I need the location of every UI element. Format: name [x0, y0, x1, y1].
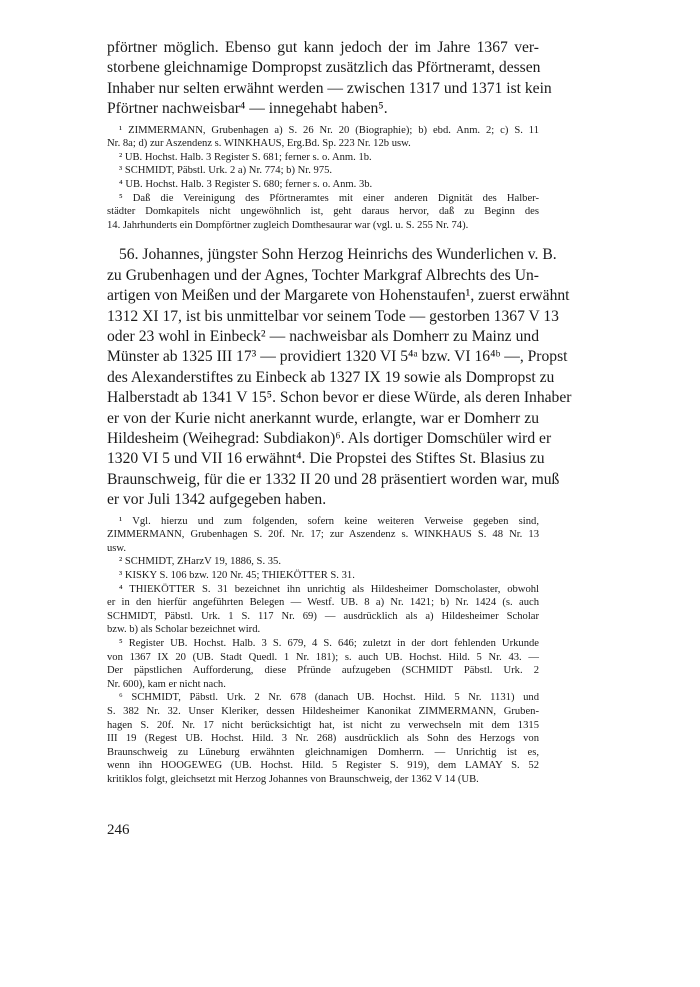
- page-number: 246: [107, 822, 130, 838]
- text-line: 1312 XI 17, ist bis unmittelbar vor seinem Tode — gestorben 1367 V 13: [107, 307, 559, 325]
- text-line: pförtner möglich. Ebenso gut kann jedoch der im Jahre 1367 ver-: [107, 39, 539, 56]
- footnote-line: ³ KISKY S. 106 bzw. 120 Nr. 45; THIEKÖTTER S. 31.: [119, 570, 355, 582]
- footnote-line: SCHMIDT, Päbstl. Urk. 1 S. 117 Nr. 69) — ausdrücklich als a) Hildesheimer Scholar: [107, 610, 539, 622]
- footnote-line: S. 382 Nr. 32. Unser Kleriker, dessen Hildesheimer Kanonikat ZIMMERMANN, Gruben-: [107, 705, 539, 717]
- footnote-line: Braunschweig zu Lüneburg erwähnten gleichnamigen Domherrn. — Unrichtig ist es,: [107, 746, 539, 758]
- text-line: er von der Kurie nicht anerkannt wurde, erlangte, war er Domherr zu: [107, 409, 539, 427]
- footnote-line: 14. Jahrhunderts ein Dompförtner zugleich Domthesaurar war (vgl. u. S. 255 Nr. 74).: [107, 219, 469, 231]
- text-line: Inhaber nur selten erwähnt werden — zwischen 1317 und 1371 ist kein: [107, 79, 552, 97]
- footnote-line: er in den hierfür angeführten Belegen — Westf. UB. 8 a) Nr. 1421; b) Nr. 1424 (s. auch: [107, 597, 539, 609]
- section-gap: [107, 232, 539, 245]
- text-line: Münster ab 1325 III 17³ — providiert 1320 VI 5⁴ᵃ bzw. VI 16⁴ᵇ —, Propst: [107, 348, 568, 366]
- footnote-line: ⁶ SCHMIDT, Päbstl. Urk. 2 Nr. 678 (danach UB. Hochst. Hild. 5 Nr. 1131) und: [119, 692, 539, 704]
- footnote-line: ¹ Vgl. hierzu und zum folgenden, sofern keine weiteren Verweise gegeben sind,: [119, 515, 539, 527]
- text-line: des Alexanderstiftes zu Einbeck ab 1327 IX 19 sowie als Dompropst zu: [107, 368, 555, 386]
- footnote-line: ² SCHMIDT, ZHarzV 19, 1886, S. 35.: [119, 556, 281, 568]
- footnote: [107, 178, 539, 192]
- top-footnotes: [107, 124, 539, 233]
- footnote: [107, 515, 539, 556]
- footnote-line: kritiklos folgt, gleichsetzt mit Herzog Johannes von Braunschweig, der 1362 V 14 (UB.: [107, 773, 479, 785]
- footnote-line: bzw. b) als Scholar bezeichnet wird.: [107, 624, 261, 636]
- main-footnotes: [107, 515, 539, 787]
- footnote-line: wenn ihn HOOGEWEG (UB. Hochst. Hild. 5 Register S. 919), dem LAMAY S. 52: [107, 760, 539, 772]
- footnote: [107, 192, 539, 233]
- footnote: [107, 124, 539, 151]
- footnote-line: ⁵ Daß die Vereinigung des Pförtneramtes mit einer anderen Dignität des Halber-: [119, 192, 539, 204]
- text-line: artigen von Meißen und der Margarete von Hohenstaufen¹, zuerst erwähnt: [107, 287, 570, 305]
- text-line: 56. Johannes, jüngster Sohn Herzog Heinrichs des Wunderlichen v. B.: [119, 246, 557, 264]
- footnote: [107, 583, 539, 637]
- footnote: [107, 151, 539, 165]
- footnote-line: hagen S. 20f. Nr. 17 nicht berücksichtigt hat, ist nicht zu verwechseln mit dem 1315: [107, 719, 539, 731]
- text-line: Pförtner nachweisbar⁴ — innegehabt haben⁵.: [107, 100, 388, 118]
- footnote: [107, 569, 539, 583]
- footnote-line: ZIMMERMANN, Grubenhagen S. 20f. Nr. 17; zur Aszendenz s. WINKHAUS S. 48 Nr. 13: [107, 529, 539, 541]
- footnote-line: städter Domkapitels nicht ungewöhnlich ist, geht daraus hervor, daß zu Beginn des: [107, 206, 539, 218]
- footnote: [107, 555, 539, 569]
- footnote-line: III 19 (Regest UB. Hochst. Hild. 3 Nr. 268) ausdrücklich als Sohn des Herzogs von: [107, 733, 539, 745]
- text-line: Braunschweig, für die er 1332 II 20 und 28 präsentiert worden war, muß: [107, 470, 560, 488]
- footnote: [107, 637, 539, 691]
- top-paragraph: [107, 38, 552, 120]
- text-line: er vor Juli 1342 aufgegeben haben.: [107, 491, 327, 509]
- page-content: [107, 38, 572, 787]
- footnote-line: ⁴ UB. Hochst. Halb. 3 Register S. 680; ferner s. o. Anm. 3b.: [119, 179, 373, 190]
- text-line: oder 23 wohl in Einbeck² — nachweisbar als Domherr zu Mainz und: [107, 328, 539, 345]
- footnote-line: usw.: [107, 542, 127, 554]
- text-line: Hildesheim (Weihegrad: Subdiakon)⁶. Als dortiger Domschüler wird er: [107, 430, 552, 448]
- footnote-line: ⁴ THIEKÖTTER S. 31 bezeichnet ihn unrichtig als Hildesheimer Domscholaster, obwohl: [119, 583, 539, 595]
- footnote-line: Der päpstlichen Aufforderung, diese Pfründe aufzugeben (SCHMIDT Päbstl. Urk. 2: [107, 665, 539, 677]
- main-paragraph: [107, 245, 572, 510]
- footnote-line: ¹ ZIMMERMANN, Grubenhagen a) S. 26 Nr. 20 (Biographie); b) ebd. Anm. 2; c) S. 11: [119, 124, 539, 136]
- footnote-line: ² UB. Hochst. Halb. 3 Register S. 681; ferner s. o. Anm. 1b.: [119, 151, 372, 163]
- footnote-line: ³ SCHMIDT, Päbstl. Urk. 2 a) Nr. 774; b) Nr. 975.: [119, 165, 333, 177]
- text-line: Halberstadt ab 1341 V 15⁵. Schon bevor er diese Würde, als deren Inhaber: [107, 389, 572, 407]
- text-line: 1320 VI 5 und VII 16 erwähnt⁴. Die Propstei des Stiftes St. Blasius zu: [107, 450, 545, 468]
- footnote-line: Nr. 8a; d) zur Aszendenz s. WINKHAUS, Erg.Bd. Sp. 223 Nr. 12b usw.: [107, 138, 411, 150]
- footnote-line: von 1367 IX 20 (UB. Stadt Quedl. 1 Nr. 181); s. auch UB. Hochst. Hild. 5 Nr. 43. —: [107, 651, 539, 663]
- footnote: [107, 691, 539, 786]
- footnote-line: ⁵ Register UB. Hochst. Halb. 3 S. 679, 4 S. 646; zuletzt in der dort fehlenden Urkunde: [119, 638, 539, 649]
- footnote-line: Nr. 600), kam er nicht nach.: [107, 678, 226, 690]
- text-line: storbene gleichnamige Dompropst zusätzlich das Pförtneramt, dessen: [107, 59, 541, 77]
- footnote: [107, 164, 539, 178]
- text-line: zu Grubenhagen und der Agnes, Tochter Markgraf Albrechts des Un-: [107, 266, 539, 284]
